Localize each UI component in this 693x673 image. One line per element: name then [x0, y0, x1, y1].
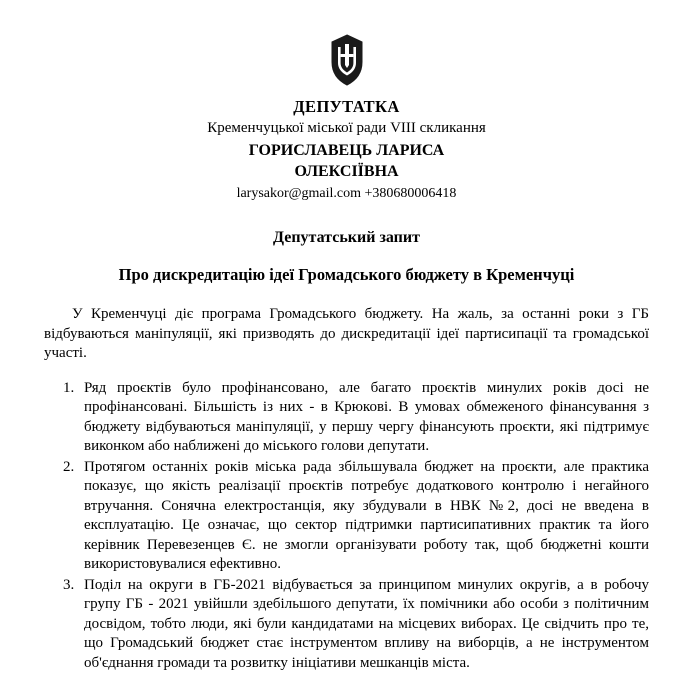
letterhead-title: ДЕПУТАТКА — [293, 97, 400, 116]
letterhead-contact: larysakor@gmail.com +380680006418 — [236, 185, 457, 201]
numbered-list — [44, 379, 649, 673]
list-item: 3. Поділ на округи в ГБ-2021 відбувається за принципом минулих округів, а в робочу групу ГБ - 2021 увійшли здебільшого депутати, їх помічники або особи з політичним досвідом, тобто люди, які були кандидатами на місцевих виборах. Це свідчить про те, що Громадський бюджет стає інструментом впливу на виборців, а не інструментом об'єднання громади та розвитку ініціативи мешканців міста. — [78, 576, 649, 673]
list-item: 1. Ряд проєктів було профінансовано, але багато проєктів минулих років досі не профінансовані. Більшість із них - в Крюкові. В умовах обмеженого фінансування з бюджету відбуваються маніпуляції, у першу чергу фінансують проєкти, які підтримує виконком або наближені до міського голови депутати. — [78, 379, 649, 457]
document-type: Депутатський запит — [273, 229, 420, 247]
ukraine-trident-emblem — [327, 34, 367, 86]
letterhead-name-line2: ОЛЕКСІЇВНА — [294, 162, 399, 180]
emblem-container — [44, 34, 649, 86]
list-item: 2. Протягом останніх років міська рада збільшувала бюджет на проєкти, але практика показує, що якість реалізації проєктів потребує додаткового контролю і негайного втручання. Сонячна електростанція, яку збудували в НВК №2, досі не введена в експлуатацію. Це означає, що сектор підтримки партисипативних практик та його керівник Перевезенцев Є. не змогли організувати роботу так, щоб бюджетні кошти використовувалися ефективно. — [78, 458, 649, 575]
letterhead-name-line1: ГОРИСЛАВЕЦЬ ЛАРИСА — [248, 141, 445, 159]
letterhead — [44, 96, 649, 203]
letterhead-council: Кременчуцької міської ради VIII скликання — [207, 119, 486, 136]
document-subject: Про дискредитацію ідеї Громадського бюджету в Кременчуці — [118, 265, 575, 285]
intro-paragraph: У Кременчуці діє програма Громадського бюджету. На жаль, за останні роки з ГБ відбуваються маніпуляції, які призводять до дискредитації ідеї партисипації та громадської участі. — [44, 306, 649, 362]
